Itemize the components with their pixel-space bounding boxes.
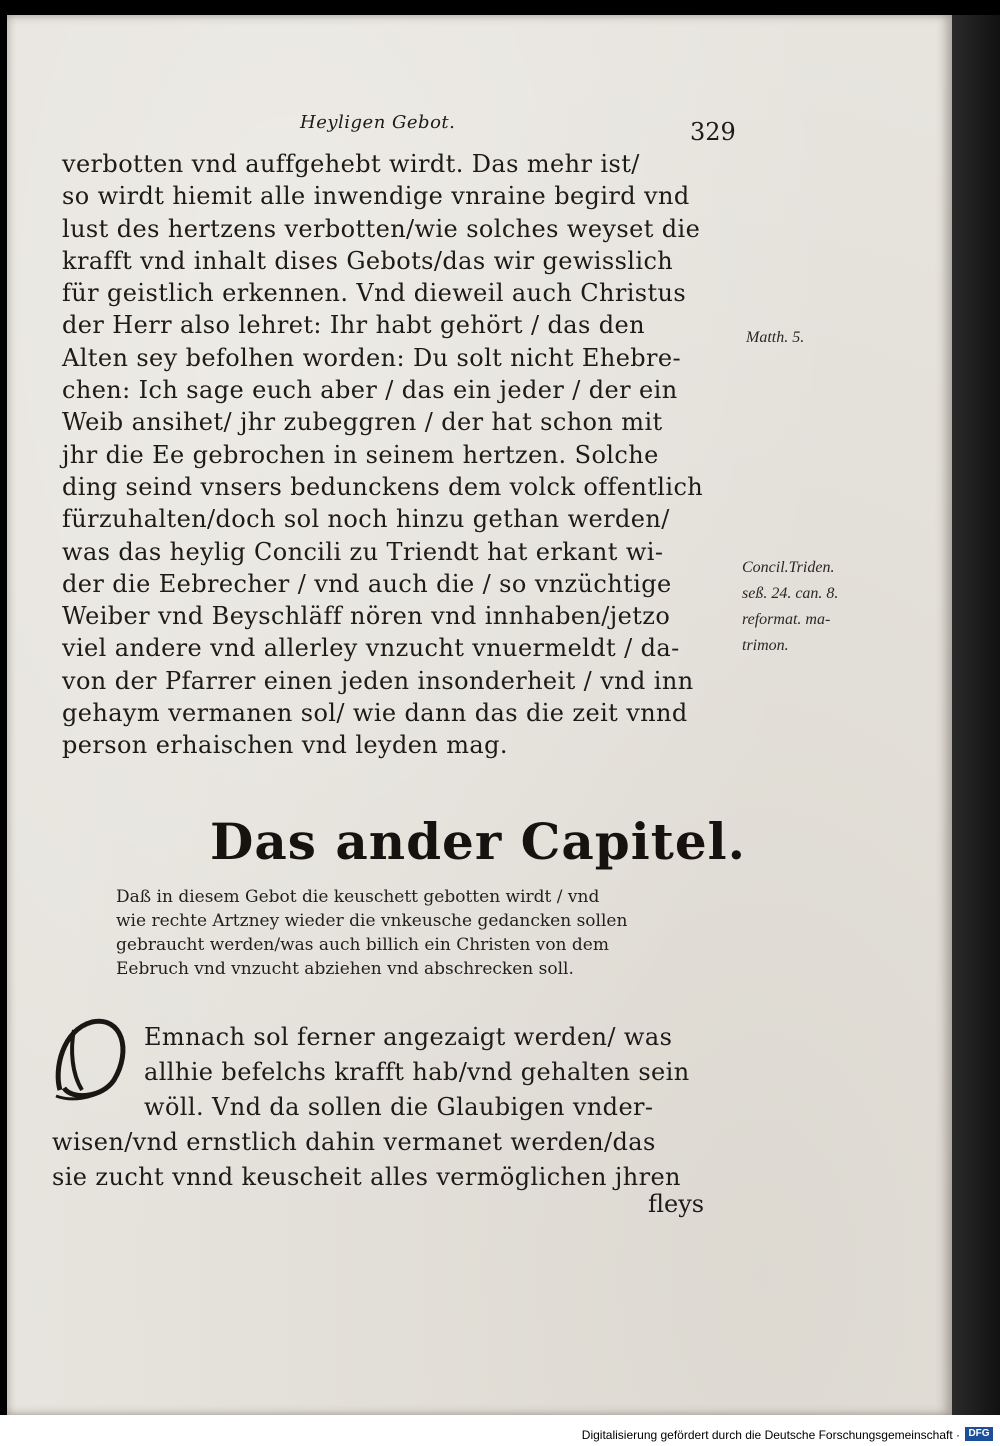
text-line: Weiber vnd Beyschläff nören vnd innhaben/jetzo [62, 602, 671, 631]
text-line: wisen/vnd ernstlich dahin vermanet werden/das [52, 1128, 656, 1156]
text-line: sie zucht vnnd keuscheit alles vermöglichen jhren [52, 1163, 681, 1191]
summary-line: Daß in diesem Gebot die keuschett gebotten wirdt / vnd [116, 887, 600, 907]
margin-note-line: reformat. ma- [742, 611, 831, 628]
text-line: Emnach sol ferner angezaigt werden/ was [144, 1023, 673, 1051]
text-line: der Herr also lehret: Ihr habt gehört / das den [62, 311, 645, 340]
summary-line: wie rechte Artzney wieder die vnkeusche gedancken sollen [116, 911, 628, 931]
margin-note-line: Concil.Triden. [742, 559, 835, 576]
text-line: krafft vnd inhalt dises Gebots/das wir gewisslich [62, 246, 674, 275]
text-line: verbotten vnd auffgehebt wirdt. Das mehr ist/ [62, 150, 640, 178]
catchword: fleys [648, 1190, 705, 1218]
text-line: person erhaischen vnd leyden mag. [62, 731, 508, 760]
text-line: von der Pfarrer einen jeden insonderheit / vnd inn [62, 666, 694, 695]
text-line: für geistlich erkennen. Vnd dieweil auch Christus [62, 279, 687, 308]
page-number: 329 [690, 118, 736, 146]
running-head: Heyligen Gebot. [300, 112, 456, 133]
text-line: allhie befelchs krafft hab/vnd gehalten sein [144, 1058, 690, 1086]
text-line: der die Eebrecher / vnd auch die / so vnzüchtige [62, 569, 672, 598]
text-line: Weib ansihet/ jhr zubeggren / der hat schon mit [62, 408, 663, 437]
text-line: so wirdt hiemit alle inwendige vnraine begird vnd [62, 182, 690, 211]
text-line: wöll. Vnd da sollen die Glaubigen vnder- [144, 1093, 654, 1121]
chapter-text [52, 1020, 742, 1195]
text-line: fürzuhalten/doch sol noch hinzu gethan werden/ [62, 505, 670, 534]
chapter-heading: Das ander Capitel. [210, 812, 747, 871]
text-line: jhr die Ee gebrochen in seinem hertzen. Solche [62, 440, 659, 469]
page-edge [952, 15, 1000, 1415]
margin-note-line: trimon. [742, 637, 789, 654]
dfg-logo: DFG [965, 1427, 993, 1441]
text-line: gehaym vermanen sol/ wie dann das die zeit vnnd [62, 699, 688, 728]
summary-line: Eebruch vnd vnzucht abziehen vnd abschrecken soll. [116, 959, 574, 979]
text-line: viel andere vnd allerley vnzucht vnuermeldt / da- [62, 634, 680, 663]
footer-credit: Digitalisierung gefördert durch die Deutsche Forschungsgemeinschaft · [581, 1428, 960, 1442]
summary-line: gebraucht werden/was auch billich ein Christen von dem [116, 935, 609, 955]
text-line: ding seind vnsers bedunckens dem volck offentlich [62, 472, 704, 501]
margin-note-council [742, 555, 892, 659]
main-text [62, 148, 742, 762]
text-line: was das heylig Concili zu Triendt hat erkant wi- [62, 537, 664, 566]
text-line: Alten sey befolhen worden: Du solt nicht Ehebre- [62, 343, 682, 372]
margin-note-line: seß. 24. can. 8. [742, 585, 839, 602]
margin-note-matthew: Matth. 5. [746, 329, 805, 346]
chapter-summary [116, 885, 716, 981]
text-line: lust des hertzens verbotten/wie solches weyset die [62, 214, 701, 243]
text-line: chen: Ich sage euch aber / das ein jeder / der ein [62, 376, 678, 405]
